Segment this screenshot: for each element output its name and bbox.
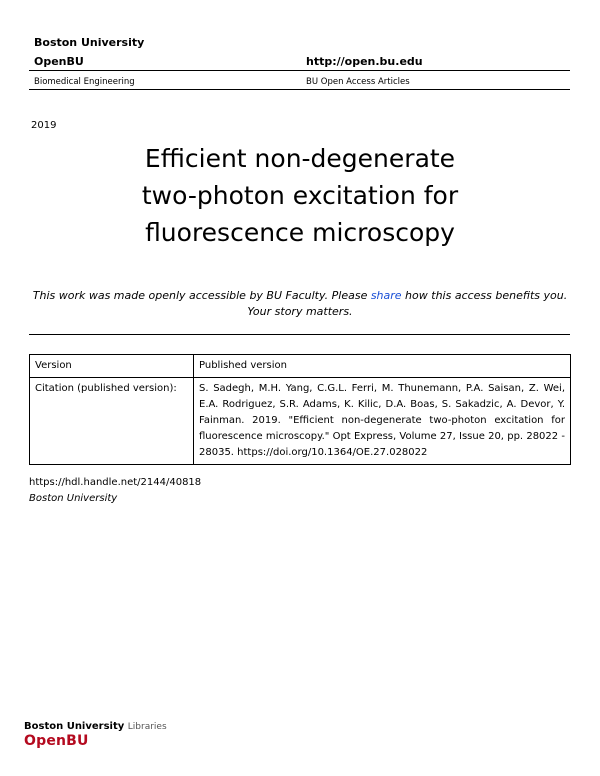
footer-brand-logo <box>24 721 167 732</box>
handle-link[interactable]: https://hdl.handle.net/2144/40818 <box>29 477 202 488</box>
repository-url[interactable]: http://open.bu.edu <box>306 55 423 68</box>
title-line: two-photon excitation for <box>141 181 459 210</box>
table-cell-label: Version <box>30 355 194 378</box>
access-notice-text-end: how this access benefits you. <box>401 289 568 302</box>
footer-brand-suffix: Libraries <box>127 722 167 732</box>
table-cell-value: Published version <box>194 355 571 378</box>
table-row <box>30 355 571 378</box>
footer-openbu-logo: OpenBU <box>24 733 89 749</box>
title-line: fluorescence microscopy <box>145 218 455 247</box>
department-name: Biomedical Engineering <box>34 77 135 87</box>
repository-name: OpenBU <box>34 55 84 68</box>
access-notice-text: This work was made openly accessible by BU Faculty. Please <box>32 289 371 302</box>
table-cell-label: Citation (published version): <box>30 378 194 465</box>
footer-brand-name: Boston University <box>24 721 125 732</box>
document-title <box>0 140 600 251</box>
access-notice <box>0 288 600 320</box>
table-cell-value: S. Sadegh, M.H. Yang, C.G.L. Ferri, M. Thunemann, P.A. Saisan, Z. Wei, E.A. Rodriguez, S.R. Adams, K. Kilic, D.A. Boas, S. Sakadzic, A. Devor, Y. Fainman. 2019. "Efficient non-degenerate two-photon excitation for fluorescence microscopy." Opt Express, Volume 27, Issue 20, pp. 28022 - 28035. https://doi.org/10.1364/OE.27.028022 <box>194 378 571 465</box>
table-row <box>30 378 571 465</box>
title-line: Efficient non-degenerate <box>144 144 456 173</box>
collection-name: BU Open Access Articles <box>306 77 410 87</box>
publication-year: 2019 <box>31 120 57 131</box>
notice-divider <box>29 334 570 335</box>
header-divider-bottom <box>29 89 570 90</box>
institution-name: Boston University <box>34 36 145 49</box>
share-link[interactable]: share <box>370 289 402 302</box>
metadata-table <box>29 354 571 465</box>
publisher-name: Boston University <box>29 493 118 504</box>
header-divider-top <box>29 70 570 71</box>
access-notice-line2: Your story matters. <box>247 305 353 318</box>
